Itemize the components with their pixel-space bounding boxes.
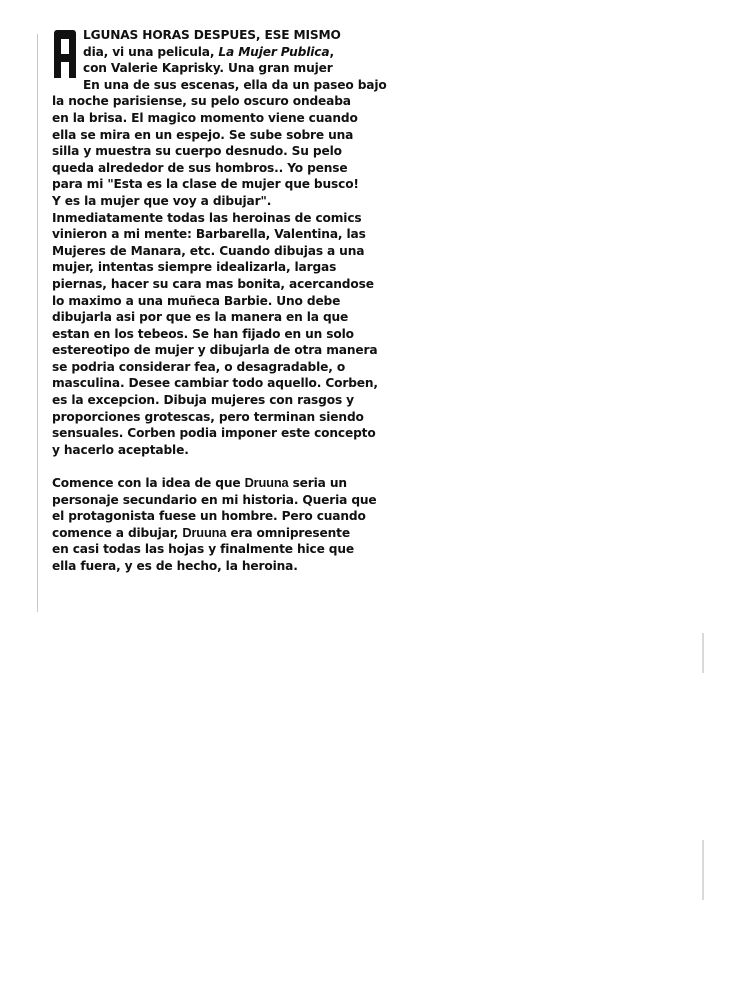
drop-cap-letter-a: [52, 30, 78, 78]
text-line: lo maximo a una muñeca Barbie. Uno debe: [52, 293, 341, 308]
text-line: y hacerlo aceptable.: [52, 442, 189, 457]
text-line: [52, 525, 352, 542]
text-line: vinieron a mi mente: Barbarella, Valentina, las: [52, 227, 366, 242]
text-line: Inmediatamente todas las heroinas de comics: [52, 210, 362, 225]
paragraph-2: [52, 475, 377, 575]
text-run: era omnipresente: [226, 525, 350, 540]
text-line: estan en los tebeos. Se han fijado en un solo: [52, 326, 354, 341]
text-line: ella se mira en un espejo. Se sube sobre una: [52, 127, 354, 142]
text-line: sensuales. Corben podia imponer este concepto: [52, 426, 376, 441]
text-line: [52, 475, 352, 492]
article-body: [52, 27, 387, 575]
text-line: Y es la mujer que voy a dibujar".: [52, 193, 272, 208]
text-line: masculina. Desee cambiar todo aquello. Corben,: [52, 376, 378, 391]
text-line: LGUNAS HORAS DESPUES, ESE MISMO: [83, 28, 341, 42]
text-line: es la excepcion. Dibuja mujeres con rasgos y: [52, 393, 354, 408]
text-line: [52, 44, 352, 61]
text-run: ,: [329, 44, 334, 59]
text-line: mujer, intentas siempre idealizarla, largas: [52, 260, 337, 275]
text-line: ella fuera, y es de hecho, la heroina.: [52, 559, 298, 573]
text-line: el protagonista fuese un hombre. Pero cuando: [52, 509, 366, 524]
character-name: Druuna: [182, 524, 227, 540]
text-line: en la brisa. El magico momento viene cuando: [52, 110, 358, 125]
text-line: estereotipo de mujer y dibujarla de otra manera: [52, 343, 378, 358]
text-run: dia, vi una pelicula,: [83, 44, 219, 59]
text-line: silla y muestra su cuerpo desnudo. Su pelo: [52, 144, 342, 159]
scan-edge-mark: [702, 633, 704, 673]
text-line: En una de sus escenas, ella da un paseo bajo: [83, 77, 387, 92]
text-line: en casi todas las hojas y finalmente hice que: [52, 542, 355, 557]
margin-rule: [37, 34, 38, 612]
text-line: con Valerie Kaprisky. Una gran mujer: [83, 61, 333, 76]
paragraph-1: [52, 27, 387, 458]
text-line: personaje secundario en mi historia. Queria que: [52, 492, 377, 507]
film-title: La Mujer Publica: [218, 44, 330, 59]
scan-edge-mark: [702, 840, 704, 900]
drop-cap: [52, 30, 78, 78]
character-name: Druuna: [244, 475, 289, 491]
text-line: Mujeres de Manara, etc. Cuando dibujas a una: [52, 243, 365, 258]
text-run: Comence con la idea de que: [52, 476, 245, 491]
text-line: piernas, hacer su cara mas bonita, acercandose: [52, 276, 374, 291]
text-run: seria un: [288, 476, 347, 491]
text-line: queda alrededor de sus hombros.. Yo pense: [52, 160, 348, 175]
text-line: proporciones grotescas, pero terminan siendo: [52, 409, 364, 424]
text-line: la noche parisiense, su pelo oscuro ondeaba: [52, 94, 351, 109]
text-line: se podria considerar fea, o desagradable, o: [52, 359, 346, 374]
text-line: dibujarla asi por que es la manera en la que: [52, 310, 349, 325]
text-run: comence a dibujar,: [52, 525, 183, 540]
text-line: para mi "Esta es la clase de mujer que busco!: [52, 177, 359, 192]
